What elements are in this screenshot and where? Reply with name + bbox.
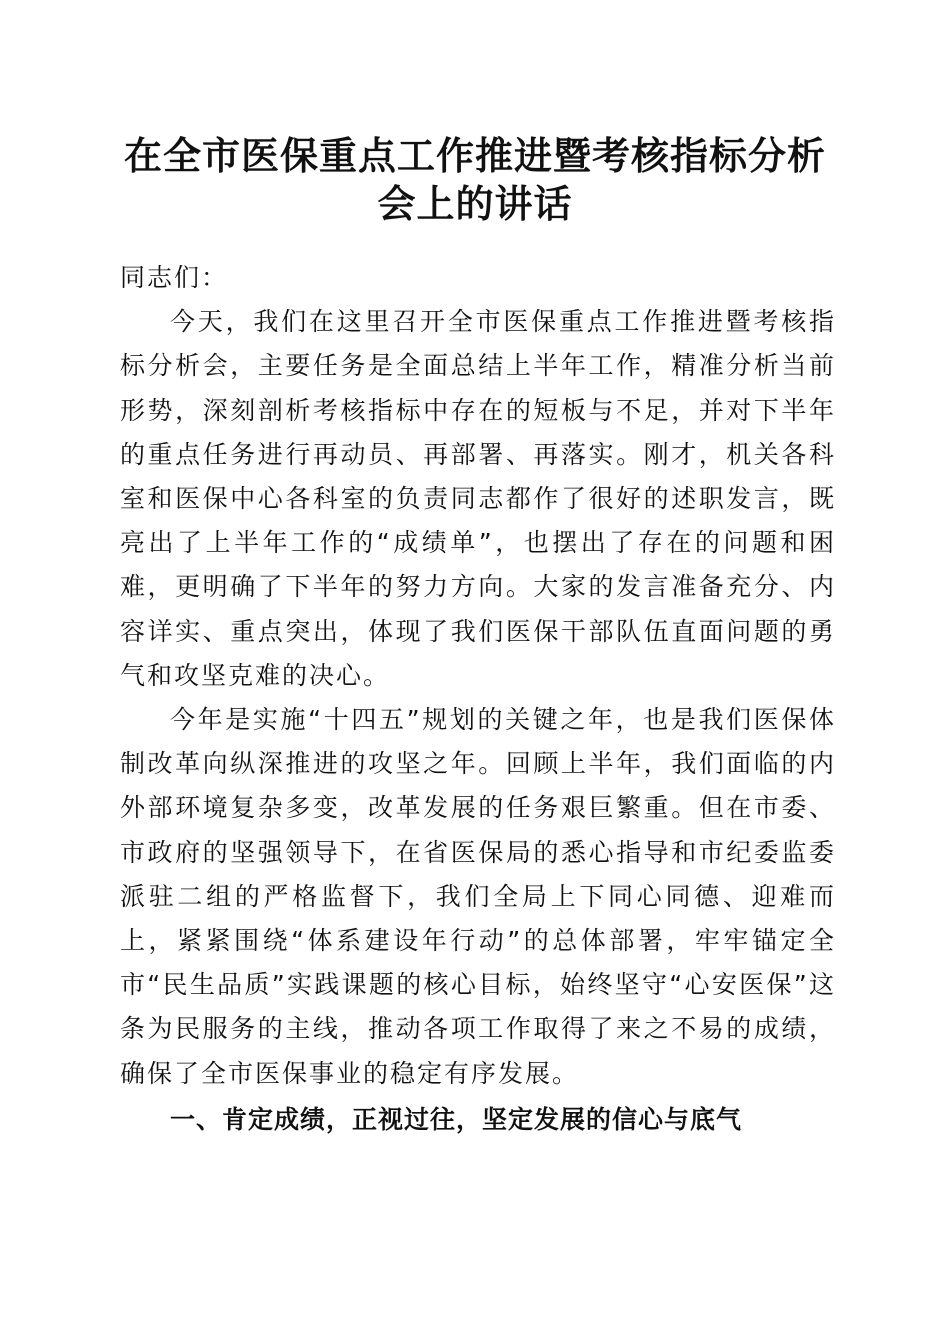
document-title: 在全市医保重点工作推进暨考核指标分析会上的讲话 xyxy=(123,133,826,226)
paragraph-review: 今年是实施“十四五”规划的关键之年，也是我们医保体制改革向纵深推进的攻坚之年。回顾上半年，我们面临的内外部环境复杂多变，改革发展的任务艰巨繁重。但在市委、市政府的坚强领导下，在省医保局的悉心指导和市纪委监委派驻二组的严格监督下，我们全局上下同心同德、迎难而上，紧紧围绕“体系建设年行动”的总体部署，牢牢锚定全市“民生品质”实践课题的核心目标，始终坚守“心安医保”这条为民服务的主线，推动各项工作取得了来之不易的成绩，确保了全市医保事业的稳定有序发展。 xyxy=(120,705,836,1088)
document-body xyxy=(120,256,836,1142)
paragraph-opening: 今天，我们在这里召开全市医保重点工作推进暨考核指标分析会，主要任务是全面总结上半年工作，精准分析当前形势，深刻剖析考核指标中存在的短板与不足，并对下半年的重点任务进行再动员、再部署、再落实。刚才，机关各科室和医保中心各科室的负责同志都作了很好的述职发言，既亮出了上半年工作的“成绩单”，也摆出了存在的问题和困难，更明确了下半年的努力方向。大家的发言准备充分、内容详实、重点突出，体现了我们医保干部队伍直面问题的勇气和攻坚克难的决心。 xyxy=(120,307,836,690)
salutation: 同志们： xyxy=(120,263,229,292)
section-heading: 一、肯定成绩，正视过往，坚定发展的信心与底气 xyxy=(170,1104,743,1134)
